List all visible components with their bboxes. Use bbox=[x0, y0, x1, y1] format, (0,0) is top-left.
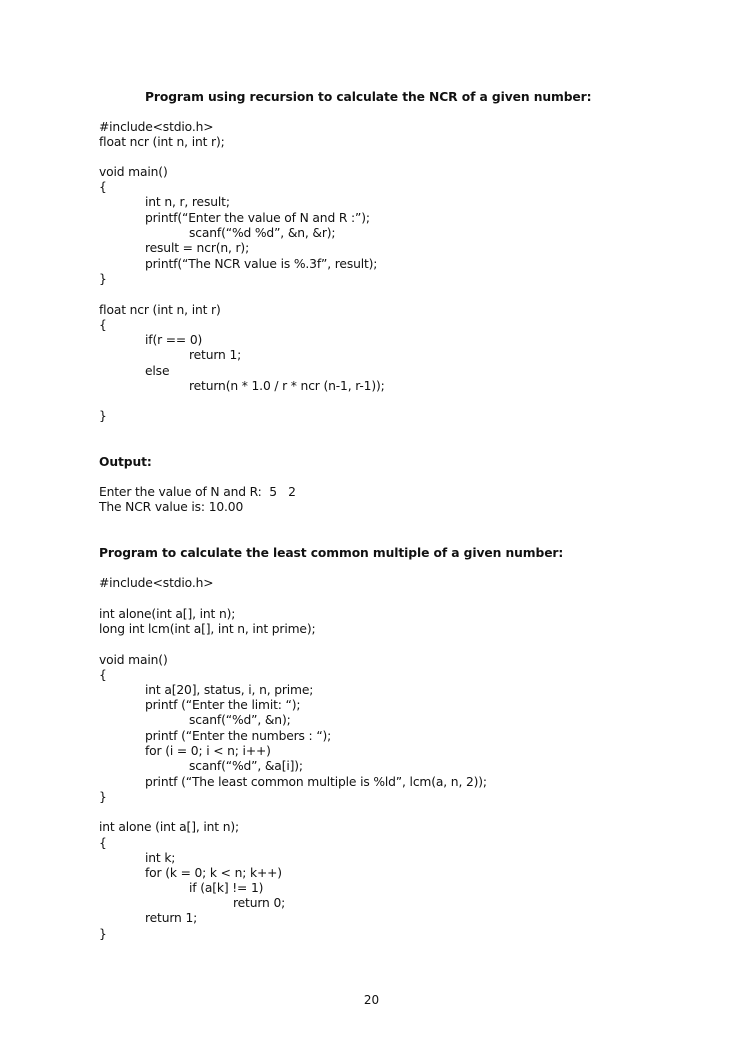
code-line: scanf(“%d”, &a[i]); bbox=[189, 759, 303, 773]
code-line: float ncr (int n, int r); bbox=[99, 135, 225, 149]
code-line: result = ncr(n, r); bbox=[145, 241, 250, 255]
code-line: for (i = 0; i < n; i++) bbox=[145, 744, 271, 758]
code-line: return 1; bbox=[189, 348, 242, 362]
code-line: long int lcm(int a[], int n, int prime); bbox=[99, 622, 316, 636]
code-line: The NCR value is: 10.00 bbox=[99, 500, 244, 514]
code-line: int n, r, result; bbox=[145, 195, 230, 209]
page-number: 20 bbox=[363, 993, 380, 1007]
code-line: return(n * 1.0 / r * ncr (n-1, r-1)); bbox=[189, 379, 385, 393]
code-line: { bbox=[99, 668, 107, 682]
code-line: return 0; bbox=[233, 896, 286, 910]
code-line: int alone(int a[], int n); bbox=[99, 607, 236, 621]
code-line: { bbox=[99, 318, 107, 332]
code-line: { bbox=[99, 180, 107, 194]
code-line: #include<stdio.h> bbox=[99, 576, 214, 590]
code-line: scanf(“%d”, &n); bbox=[189, 713, 291, 727]
code-line: printf (“Enter the limit: “); bbox=[145, 698, 301, 712]
code-line: } bbox=[99, 927, 107, 941]
code-line: void main() bbox=[99, 165, 168, 179]
code-line: } bbox=[99, 409, 107, 423]
code-line: return 1; bbox=[145, 911, 198, 925]
code-line: scanf(“%d %d”, &n, &r); bbox=[189, 226, 336, 240]
code-line: { bbox=[99, 836, 107, 850]
code-line: #include<stdio.h> bbox=[99, 120, 214, 134]
section1-title: Program using recursion to calculate the NCR of a given number: bbox=[145, 90, 592, 104]
code-line: for (k = 0; k < n; k++) bbox=[145, 866, 282, 880]
code-line: printf(“Enter the value of N and R :”); bbox=[145, 211, 370, 225]
code-line: printf (“The least common multiple is %ld”, lcm(a, n, 2)); bbox=[145, 775, 487, 789]
code-line: } bbox=[99, 272, 107, 286]
code-line: Enter the value of N and R: 5 2 bbox=[99, 485, 296, 499]
code-line: } bbox=[99, 790, 107, 804]
code-line: if(r == 0) bbox=[145, 333, 203, 347]
code-line: printf(“The NCR value is %.3f”, result); bbox=[145, 257, 378, 271]
section2-title: Program to calculate the least common multiple of a given number: bbox=[99, 546, 564, 560]
code-line: int a[20], status, i, n, prime; bbox=[145, 683, 314, 697]
code-line: printf (“Enter the numbers : “); bbox=[145, 729, 332, 743]
code-line: int k; bbox=[145, 851, 176, 865]
output-heading: Output: bbox=[99, 455, 152, 469]
code-line: else bbox=[145, 364, 170, 378]
code-line: float ncr (int n, int r) bbox=[99, 303, 221, 317]
code-line: if (a[k] != 1) bbox=[189, 881, 264, 895]
code-line: void main() bbox=[99, 653, 168, 667]
code-line: int alone (int a[], int n); bbox=[99, 820, 239, 834]
